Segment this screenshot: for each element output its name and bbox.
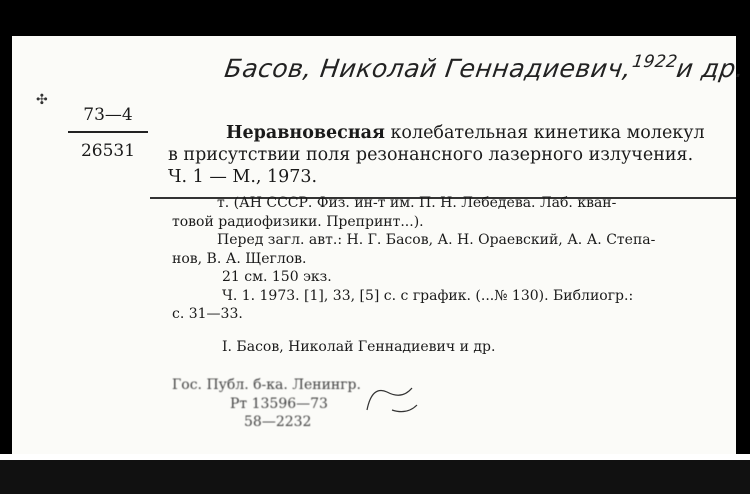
title-line-1 bbox=[168, 122, 723, 144]
added-entry: I. Басов, Николай Геннадиевич и др. bbox=[222, 338, 496, 355]
corporate-line-1: т. (АН СССР. Физ. ин-т им. П. Н. Лебедева. Лаб. кван- bbox=[217, 195, 617, 211]
handwritten-suffix: и др. bbox=[674, 54, 747, 83]
stamp-scribble bbox=[362, 380, 422, 416]
shelfmark-rule bbox=[68, 131, 148, 133]
authors-line-1: Перед загл. авт.: Н. Г. Басов, А. Н. Ораевский, А. А. Степа- bbox=[217, 232, 656, 248]
stamp-area bbox=[172, 376, 728, 432]
stamp-num: 58—2232 bbox=[244, 414, 312, 430]
stamp-library: Гос. Публ. б-ка. Ленингр. bbox=[172, 377, 361, 393]
handwritten-name: Басов, Николай Геннадиевич, bbox=[222, 54, 634, 83]
punch-mark: ✣ bbox=[36, 92, 48, 108]
part-line-1: Ч. 1. 1973. [1], 33, [5] с. с график. (...№ 130). Библиогр.: bbox=[222, 287, 634, 304]
spacer bbox=[172, 356, 728, 370]
shelfmark-bottom: 26531 bbox=[80, 141, 136, 161]
stamp-reg: Рт 13596—73 bbox=[230, 395, 328, 412]
title-bold: Неравновесная bbox=[226, 123, 385, 143]
handwritten-year: 1922 bbox=[630, 52, 679, 72]
size-line: 21 см. 150 экз. bbox=[222, 269, 332, 285]
handwritten-heading bbox=[223, 52, 747, 83]
title-rest: колебательная кинетика молекул bbox=[384, 123, 705, 143]
title-block bbox=[168, 122, 723, 188]
part-line-2: с. 31—33. bbox=[172, 306, 243, 322]
description-block bbox=[172, 194, 728, 432]
title-line-3: Ч. 1 — М., 1973. bbox=[168, 167, 318, 187]
scan-border-top bbox=[0, 0, 750, 36]
authors-line-2: нов, В. А. Щеглов. bbox=[172, 250, 307, 267]
shelfmark bbox=[68, 105, 148, 161]
spacer bbox=[172, 324, 728, 338]
scan-border-bottom bbox=[0, 454, 750, 494]
corporate-line-2: товой радиофизики. Препринт...). bbox=[172, 213, 424, 230]
scan-border-left bbox=[0, 0, 12, 494]
shelfmark-top: 73—4 bbox=[83, 105, 133, 125]
title-line-2: в присутствии поля резонансного лазерного излучения. bbox=[168, 145, 694, 165]
